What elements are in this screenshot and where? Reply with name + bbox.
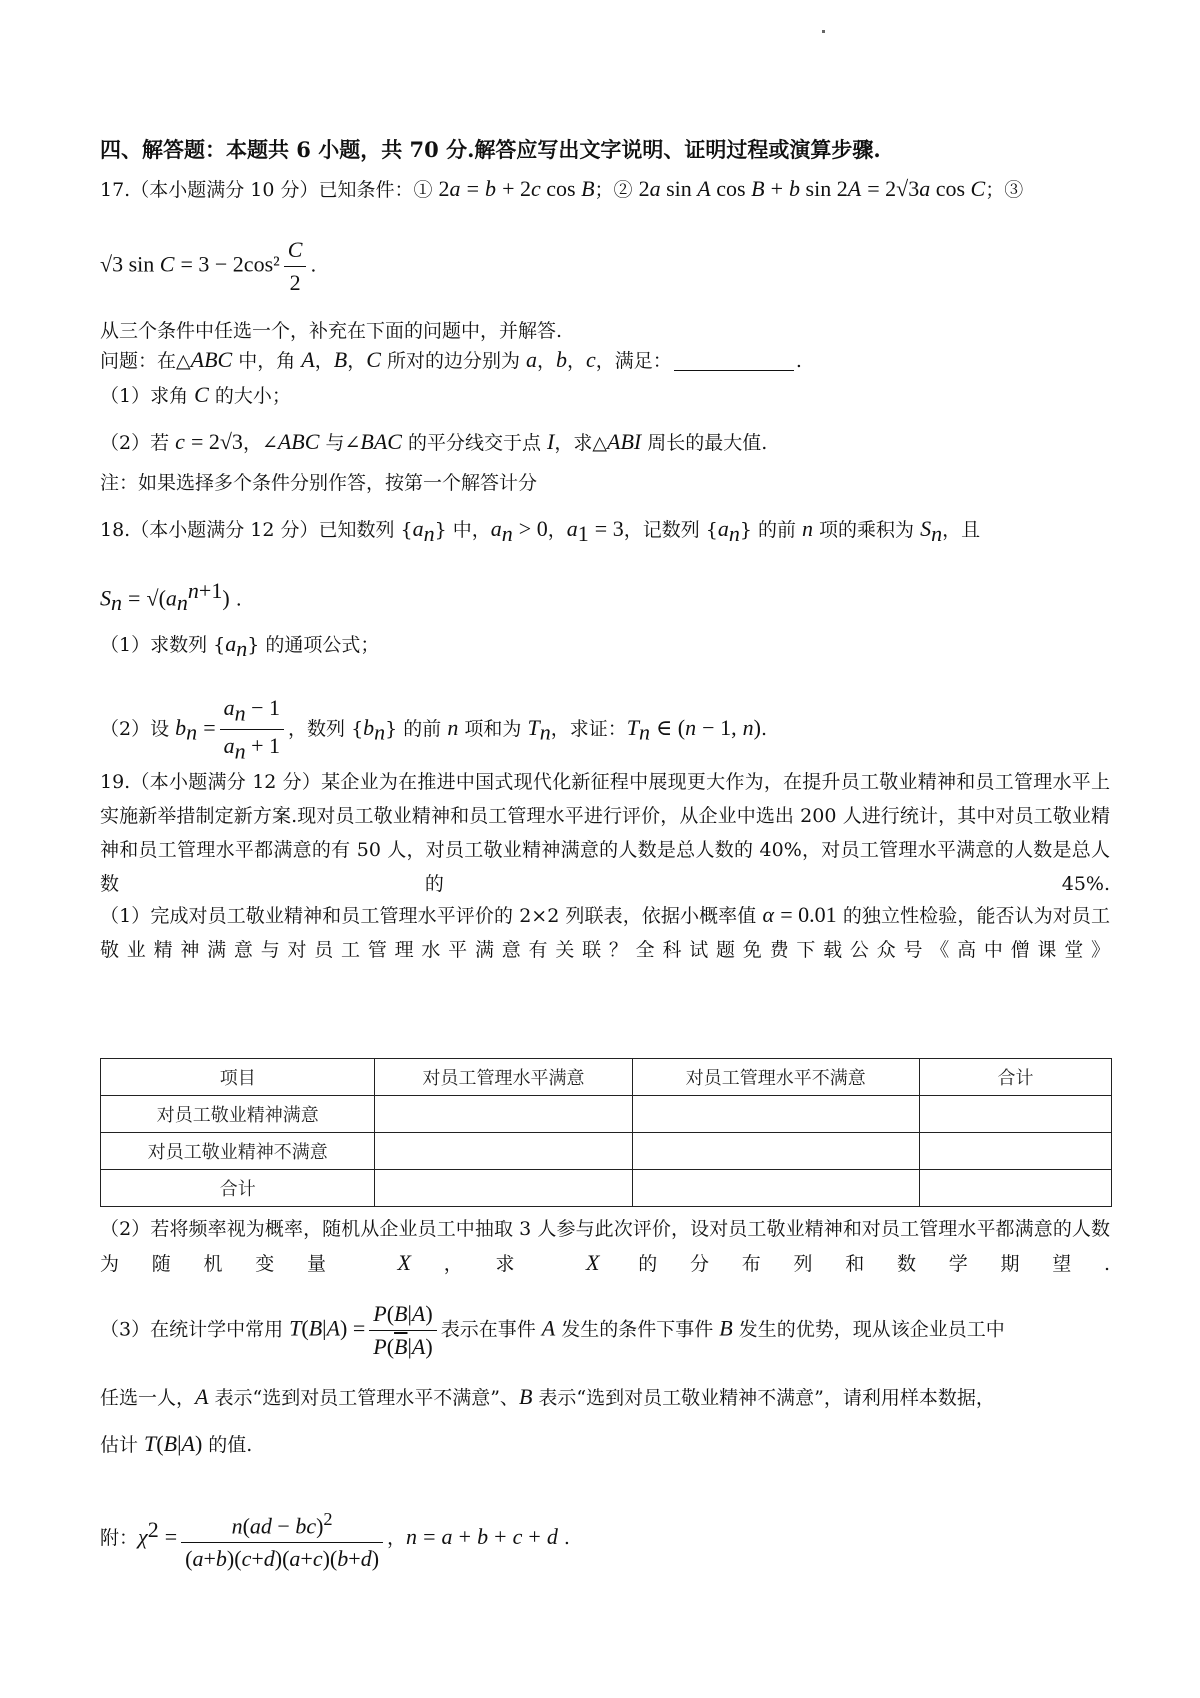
table-row xyxy=(101,1133,1112,1170)
table-cell-empty[interactable] xyxy=(375,1133,632,1170)
q17-problem: 问题：在△ABC 中，角 A，B，C 所对的边分别为 a，b，c，满足： . xyxy=(100,343,1110,378)
q19-appendix: 附：$\chi^2$ = $\frac{n(ad - bc)^2}{(a+b)(c+d)(a+c)(b+d)}$ ，n = a + b + c + d . xyxy=(100,1505,1110,1573)
q17-part2: （2）若 c = 2√3，∠ABC 与∠BAC 的平分线交于点 I，求△ABI 周长的最大值. xyxy=(100,429,768,454)
section-heading: 四、解答题：本题共 6 小题，共 70 分.解答应写出文字说明、证明过程或演算步骤. xyxy=(100,137,881,162)
scan-dot xyxy=(822,30,825,33)
q19-part2: （2）若将频率视为概率，随机从企业员工中抽取 3 人参与此次评价，设对员工敬业精神和对员工管理水平都满意的人数为随机变量 X，求 X 的分布列和数学期望. xyxy=(100,1218,1110,1275)
table-cell-empty[interactable] xyxy=(919,1170,1111,1207)
q17-note: 注：如果选择多个条件分别作答，按第一个解答计分 xyxy=(100,472,538,494)
q18-part2: （2）设 $b_n$ = $\frac{a_n - 1}{a_n + 1}$ ，数列 $\{b_n\}$ 的前 n 项和为 $T_n$，求证：$T_n$ ∈ (n − 1, n). xyxy=(100,695,768,764)
table-header-cell: 合计 xyxy=(919,1059,1111,1096)
contingency-table xyxy=(100,1058,1112,1207)
table-header-cell: 对员工管理水平不满意 xyxy=(632,1059,919,1096)
table-row-label: 对员工敬业精神不满意 xyxy=(101,1133,375,1170)
table-header-cell: 项目 xyxy=(101,1059,375,1096)
q18-part1: （1）求数列 $\{a_n\}$ 的通项公式； xyxy=(100,631,380,661)
q17-conditions-line: 17.（本小题满分 10 分）已知条件：① 2a = b + 2c cos B；② 2a sin A cos B + b sin 2A = 2√3a cos C；③ xyxy=(100,176,1024,201)
table-cell-empty[interactable] xyxy=(632,1170,919,1207)
table-cell-empty[interactable] xyxy=(375,1096,632,1133)
table-row xyxy=(101,1096,1112,1133)
q19-paragraph: 19.（本小题满分 12 分）某企业为在推进中国式现代化新征程中展现更大作为，在提升员工敬业精神和员工管理水平上实施新举措制定新方案.现对员工敬业精神和员工管理水平进行评价，从企业中选出 200 人进行统计，其中对员工敬业精神和员工管理水平都满意的有 50 人，对员工敬业精神满意的人数是总人数的 40%，对员工管理水平满意的人数是总人数的 45%. xyxy=(100,771,1110,895)
table-cell-empty[interactable] xyxy=(919,1096,1111,1133)
table-header-cell: 对员工管理水平满意 xyxy=(375,1059,632,1096)
table-row-label: 对员工敬业精神满意 xyxy=(101,1096,375,1133)
q19-part1: （1）完成对员工敬业精神和员工管理水平评价的 2×2 列联表，依据小概率值 α = 0.01 的独立性检验，能否认为对员工敬业精神满意与对员工管理水平满意有关联？全科试题免费下载公众号《高中僧课堂》 xyxy=(100,902,1110,961)
table-row-label: 合计 xyxy=(101,1170,375,1207)
table-cell-empty[interactable] xyxy=(919,1133,1111,1170)
answer-blank[interactable] xyxy=(674,344,794,371)
q18-formula: $S_n = √(a_n^{n+1})$ . xyxy=(100,578,242,616)
q17-choose: 从三个条件中任选一个，补充在下面的问题中，并解答. xyxy=(100,320,563,342)
table-row xyxy=(101,1170,1112,1207)
table-cell-empty[interactable] xyxy=(632,1096,919,1133)
q19-part3-line3: 估计 T(B|A) 的值. xyxy=(100,1431,253,1456)
q19-part3-line1: （3）在统计学中常用 T(B|A) = $\frac{P(B|A)}{P(\overline{B}|A)}$ 表示在事件 A 发生的条件下事件 B 发生的优势，现从该企业员工中 xyxy=(100,1301,1005,1359)
q18-intro: 18.（本小题满分 12 分）已知数列 $\{a_n\}$ 中，$a_n > 0$，$a_1 = 3$，记数列 $\{a_n\}$ 的前 n 项的乘积为 $S_n$，且 xyxy=(100,516,981,546)
table-cell-empty[interactable] xyxy=(375,1170,632,1207)
table-header-row xyxy=(101,1059,1112,1096)
q17-condition-3: √3 sin C = 3 − 2cos² $\frac{C}{2}$ . xyxy=(100,237,317,295)
q17-part1: （1）求角 C 的大小； xyxy=(100,382,291,407)
q19-part3-line2: 任选一人，A 表示“选到对员工管理水平不满意”、B 表示“选到对员工敬业精神不满意”，请利用样本数据， xyxy=(100,1384,995,1409)
table-cell-empty[interactable] xyxy=(632,1133,919,1170)
